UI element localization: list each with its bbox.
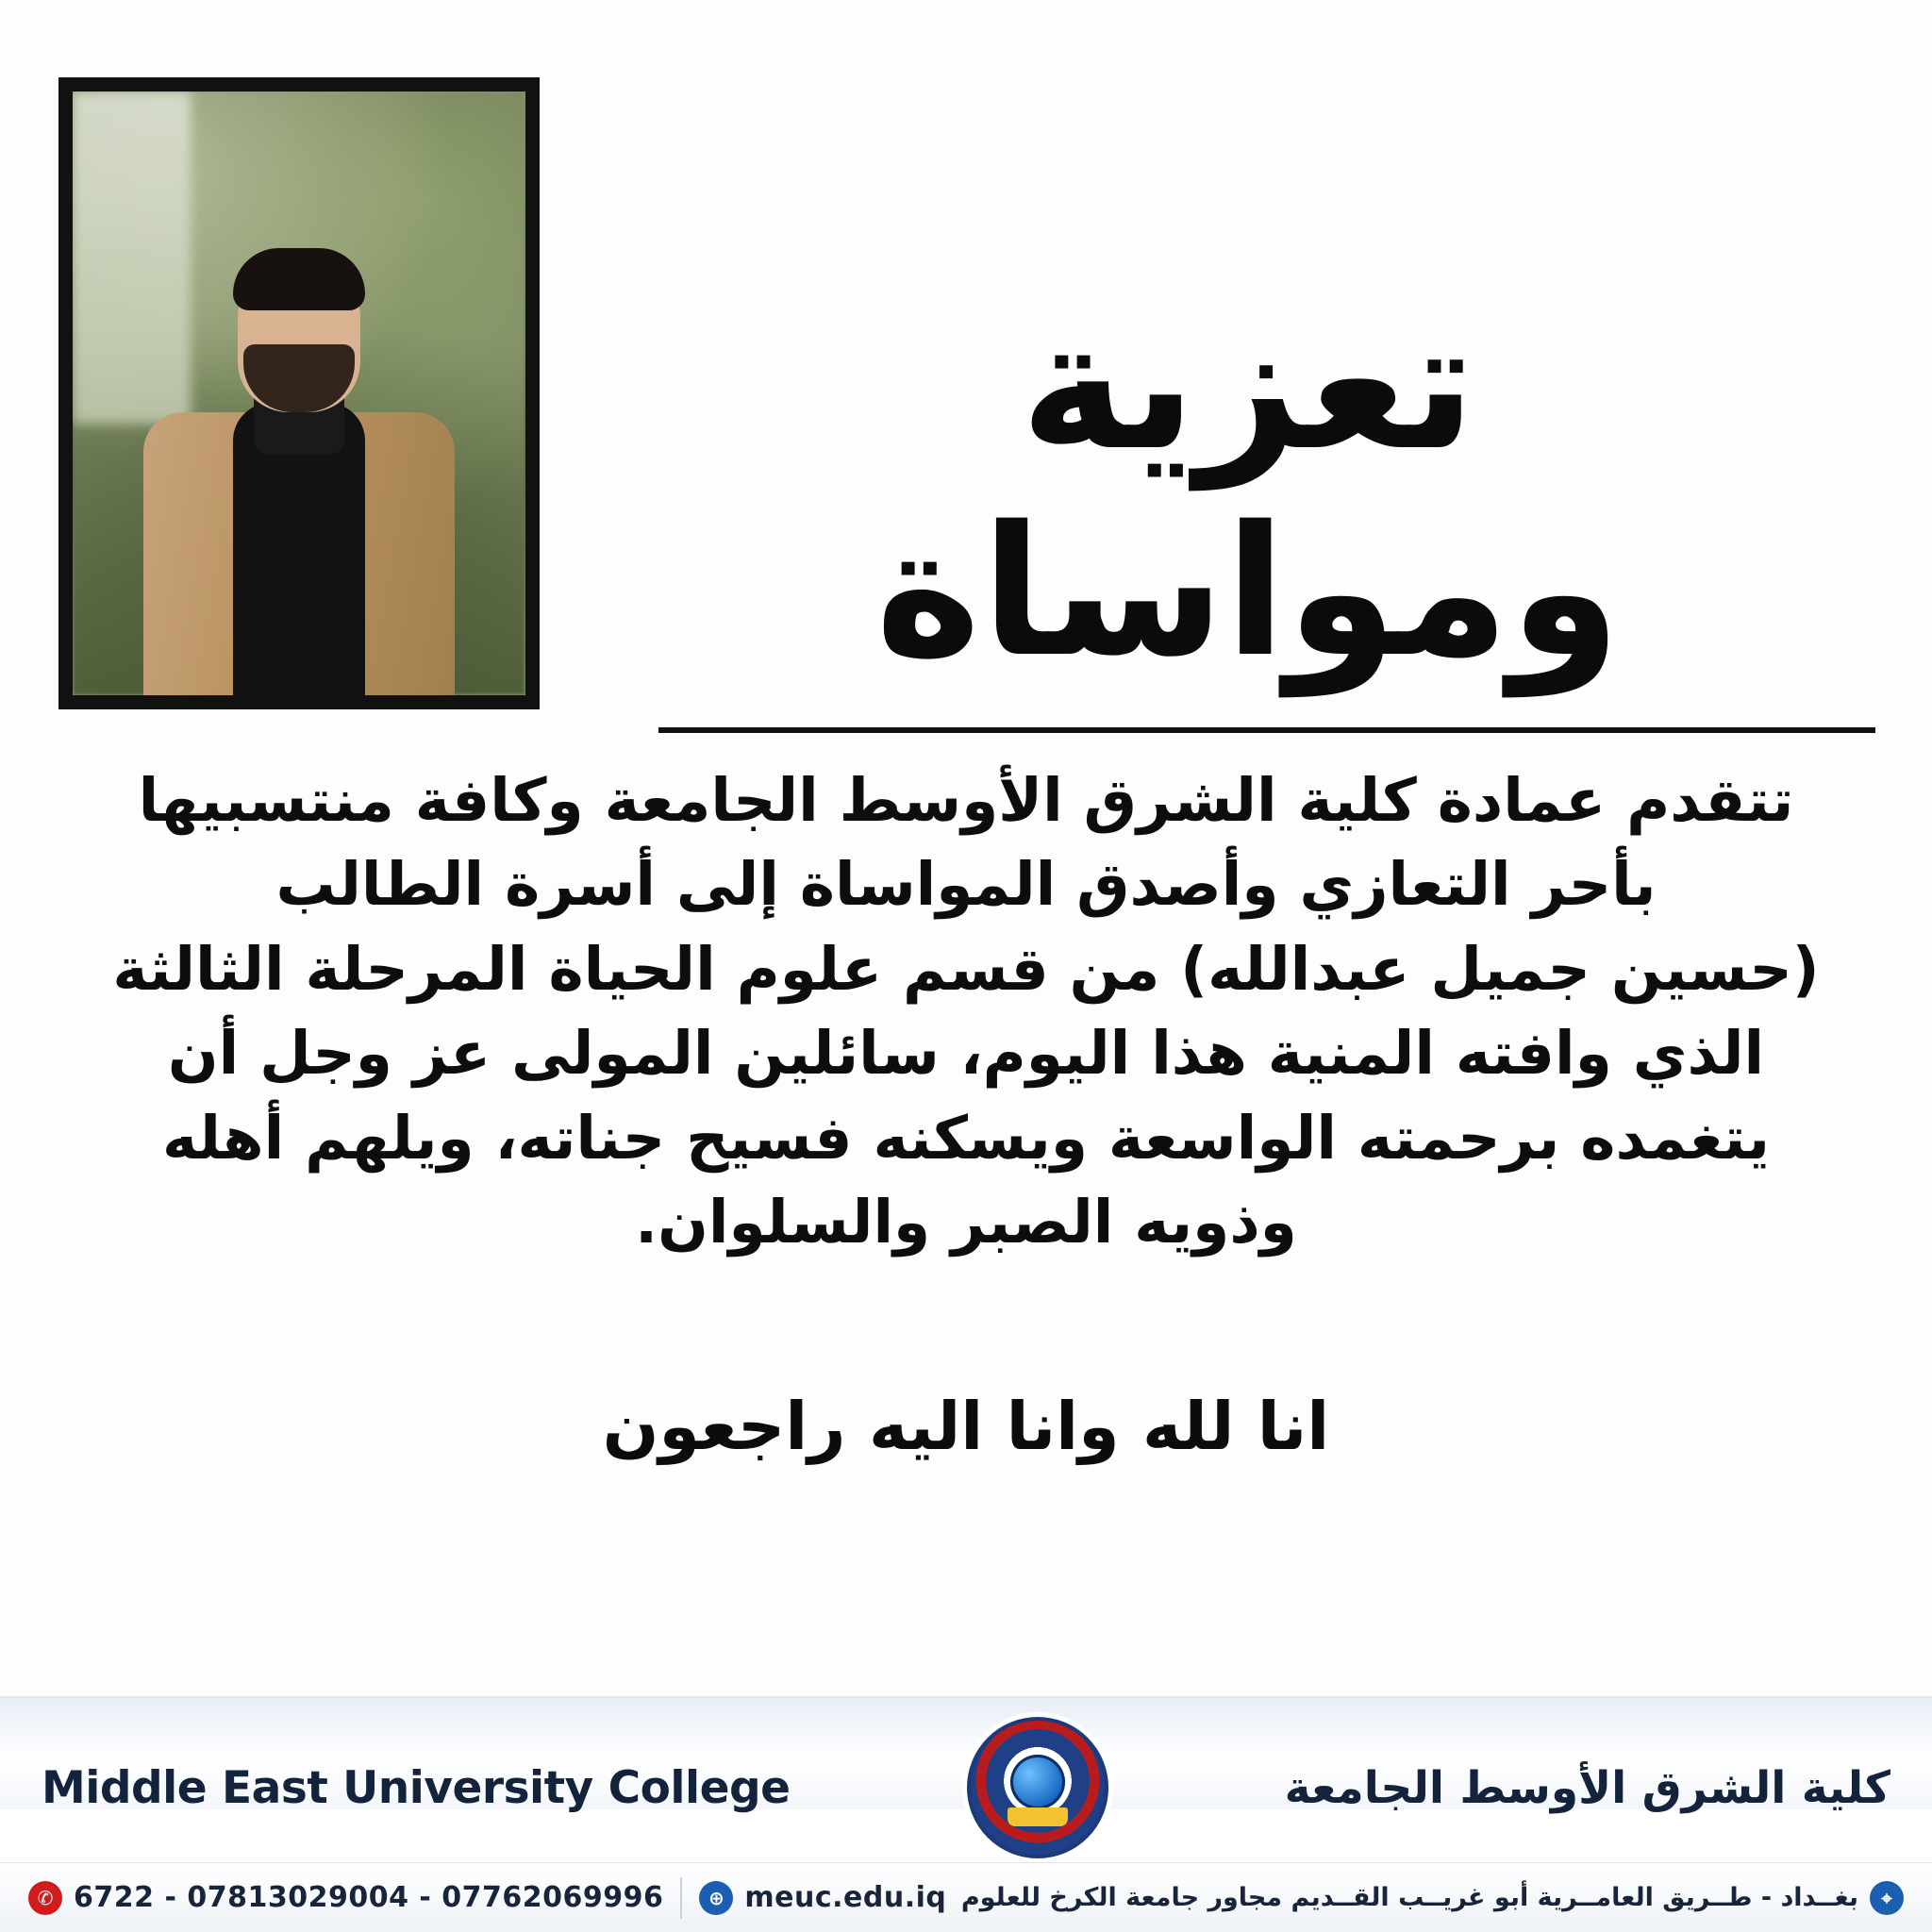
spacer <box>0 1465 1932 1696</box>
phone-contact[interactable] <box>28 1881 663 1915</box>
address-contact <box>961 1881 1904 1915</box>
footer-brand-row <box>0 1717 1932 1858</box>
student-photo-frame <box>58 77 540 709</box>
quranic-phrase: انا لله وانا اليه راجعون <box>602 1387 1330 1465</box>
website-contact[interactable] <box>699 1881 946 1915</box>
poster-top-section <box>0 0 1932 745</box>
address-text: بغــداد - طــريق العامــرية أبو غريــب القــديم مجاور جامعة الكرخ للعلوم <box>960 1883 1858 1912</box>
footer-contact-row <box>0 1862 1932 1932</box>
student-portrait <box>73 92 525 695</box>
condolence-body <box>0 758 1932 1265</box>
contact-left-group <box>28 1877 946 1919</box>
phone-numbers: 6722 - 07813029004 - 07762069996 <box>74 1881 664 1914</box>
body-line: الذي وافته المنية هذا اليوم، سائلين المولى عز وجل أن <box>167 1019 1765 1089</box>
page-title: تعزية ومواساة <box>874 281 1622 696</box>
brand-name-arabic: كلية الشرق الأوسط الجامعة <box>1284 1761 1890 1814</box>
meuc-logo <box>967 1717 1108 1858</box>
portrait-figure <box>143 290 455 695</box>
brand-name-english: Middle East University College <box>42 1761 791 1814</box>
body-line: وذويه الصبر والسلوان. <box>635 1188 1297 1257</box>
globe-icon <box>1010 1755 1065 1809</box>
website-url: meuc.edu.iq <box>744 1881 947 1914</box>
portrait-hair <box>233 248 365 310</box>
headline-divider <box>658 727 1875 733</box>
body-line: تتقدم عمادة كلية الشرق الأوسط الجامعة وكافة منتسبيها <box>138 766 1794 835</box>
body-line: (حسين جميل عبدالله) من قسم علوم الحياة المرحلة الثالثة <box>112 934 1820 1004</box>
body-line: يتغمده برحمته الواسعة ويسكنه فسيح جناته، ويلهم أهله <box>161 1103 1770 1173</box>
body-line: بأحر التعازي وأصدق المواساة إلى أسرة الطالب <box>275 850 1657 920</box>
location-pin-icon: ⌖ <box>1870 1881 1904 1915</box>
poster-footer <box>0 1696 1932 1932</box>
portrait-coat <box>143 412 455 695</box>
headline-block <box>621 283 1875 733</box>
book-icon <box>1008 1807 1068 1826</box>
contact-divider <box>680 1877 682 1919</box>
globe-icon: ⊕ <box>699 1881 733 1915</box>
phone-icon: ✆ <box>28 1881 62 1915</box>
